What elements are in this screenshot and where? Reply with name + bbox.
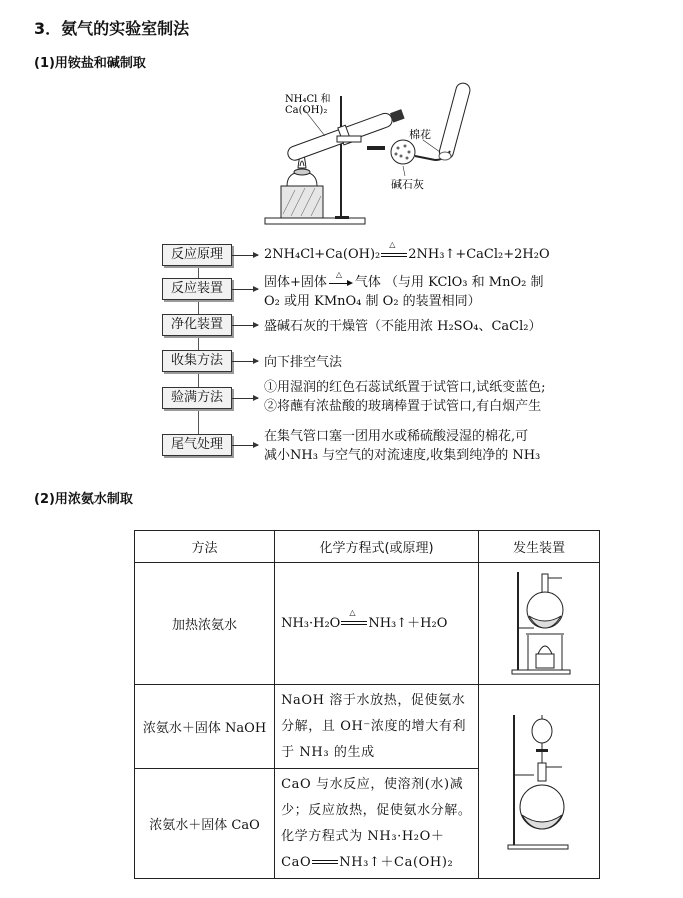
check-method-2: ②将蘸有浓盐酸的玻璃棒置于试管口,有白烟产生 xyxy=(264,399,542,414)
row2-principle-text: NaOH 溶于水放热，促使氨水分解，且 OH⁻浓度的增大有利于 NH₃ 的生成 xyxy=(281,692,467,760)
row3-products: NH₃↑＋Ca(OH)₂ xyxy=(339,854,454,870)
tail-gas-line2: 减小NH₃ 与空气的对流速度,收集到纯净的 NH₃ xyxy=(264,448,541,463)
equals-sign xyxy=(312,857,338,867)
principle-products: 2NH₃↑+CaCl₂+2H₂O xyxy=(408,247,550,262)
apparatus-gas-note: 气体 （与用 KClO₃ 和 MnO₂ 制 xyxy=(354,275,544,290)
flow-arrow xyxy=(232,361,258,362)
row2-method: 浓氨水＋固体 NaOH xyxy=(135,685,275,769)
table-row xyxy=(135,685,600,769)
heat-arrow xyxy=(329,269,353,288)
flow-box-collect: 收集方法 xyxy=(162,350,232,372)
row2-principle xyxy=(275,685,479,769)
ammonia-generation-apparatus-image xyxy=(255,76,485,226)
flow-arrow xyxy=(232,445,258,446)
row3-reactant: CaO xyxy=(281,854,312,870)
heating-flask-apparatus-image xyxy=(504,566,574,678)
row1-products: NH₃↑＋H₂O xyxy=(368,615,448,631)
cotton-label: 棉花 xyxy=(409,128,431,141)
flow-arrow xyxy=(232,289,258,290)
apparatus-note-line2: O₂ 或用 KMnO₄ 制 O₂ 的装置相同） xyxy=(264,294,481,309)
row3-principle-text: CaO 与水反应，使溶剂(水)减少；反应放热，促使氨水分解。化学方程式为 NH₃·H₂O＋ xyxy=(281,776,472,844)
soda-lime-label: 碱石灰 xyxy=(391,178,424,191)
flow-arrow xyxy=(232,255,258,256)
tail-gas-text xyxy=(264,427,540,465)
flow-box-purify: 净化装置 xyxy=(162,314,232,336)
flow-box-apparatus: 反应装置 xyxy=(162,278,232,300)
delta-sign: △ xyxy=(389,239,396,249)
principle-equation xyxy=(264,239,550,264)
check-method-1: ①用湿润的红色石蕊试纸置于试管口,试纸变蓝色; xyxy=(264,380,546,395)
dropping-funnel-apparatus-image xyxy=(504,705,574,855)
header-apparatus: 发生装置 xyxy=(478,531,599,563)
header-method: 方法 xyxy=(135,531,275,563)
table-row xyxy=(135,563,600,685)
row1-apparatus xyxy=(478,563,599,685)
apparatus-solid-solid: 固体+固体 xyxy=(264,275,327,290)
purify-text: 盛碱石灰的干燥管（不能用浓 H₂SO₄、CaCl₂） xyxy=(264,319,542,334)
reagent-label-line1: NH₄Cl 和 xyxy=(285,94,331,105)
reagent-label-line2: Ca(OH)₂ xyxy=(285,105,328,116)
row1-reactant: NH₃·H₂O xyxy=(281,615,341,631)
check-full-text xyxy=(264,378,546,416)
row3-method: 浓氨水＋固体 CaO xyxy=(135,769,275,879)
flow-box-principle: 反应原理 xyxy=(162,244,232,266)
apparatus-text xyxy=(264,269,544,311)
heat-equals-sign xyxy=(381,239,407,260)
table-header-row xyxy=(135,531,600,563)
flow-box-check-full: 验满方法 xyxy=(162,387,232,409)
ammonia-methods-table xyxy=(134,530,600,879)
flow-box-tail-gas: 尾气处理 xyxy=(162,434,232,456)
tail-gas-line1: 在集气管口塞一团用水或稀硫酸浸湿的棉花,可 xyxy=(264,429,529,444)
heat-equals-sign xyxy=(341,608,367,628)
delta-sign: △ xyxy=(349,608,356,617)
collect-text: 向下排空气法 xyxy=(264,355,343,370)
principle-reactants: 2NH₄Cl+Ca(OH)₂ xyxy=(264,247,381,262)
row3-equation xyxy=(281,850,472,876)
row23-apparatus xyxy=(478,685,599,879)
flow-arrow xyxy=(232,325,258,326)
delta-sign: △ xyxy=(335,269,343,279)
row1-equation xyxy=(275,563,479,685)
row1-method: 加热浓氨水 xyxy=(135,563,275,685)
section-heading: 3．氨气的实验室制法 xyxy=(34,19,190,38)
row3-principle xyxy=(275,769,479,879)
subheading-conc-ammonia: (2)用浓氨水制取 xyxy=(34,492,133,507)
subheading-salt-base: (1)用铵盐和碱制取 xyxy=(34,56,146,71)
flow-arrow xyxy=(232,398,258,399)
header-equation: 化学方程式(或原理) xyxy=(275,531,479,563)
